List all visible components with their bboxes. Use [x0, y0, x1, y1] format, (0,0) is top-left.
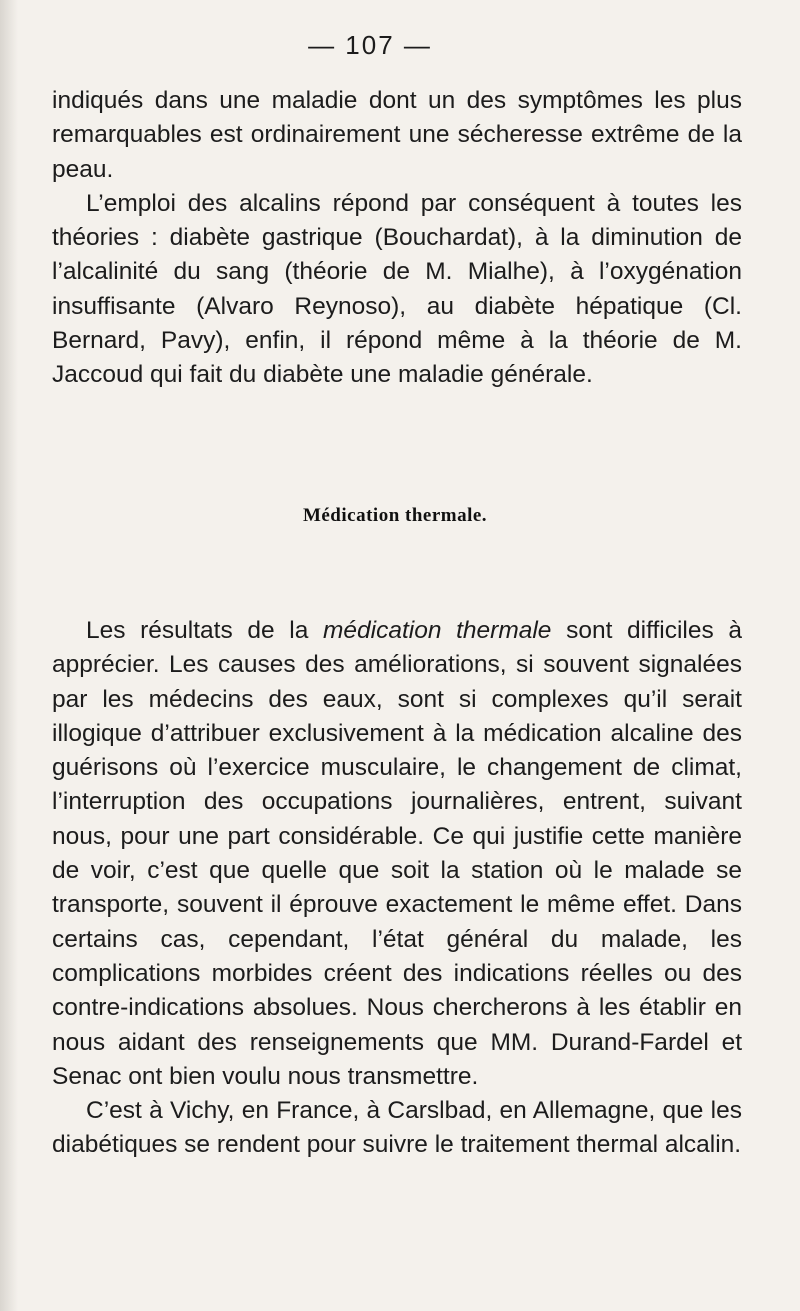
intro-paragraph-alkaline-theories: L’emploi des alcalins répond par conséquent à toutes les théories : diabète gastrique (Bouchardat), à la diminution de l’alcalinité du sang (théorie de M. Mialhe), à l’oxygénation insuffisante (Alvaro Reynoso), au diabète hépatique (Cl. Bernard, Pavy), enfin, il répond même à la théorie de M. Jaccoud qui fait du diabète une maladie générale.: [52, 189, 742, 389]
section-paragraph-vichy-carlsbad: C’est à Vichy, en France, à Carslbad, en Allemagne, que les diabétiques se rendent pour suivre le traitement thermal alcalin.: [52, 1097, 742, 1159]
emphasized-term: médication thermale: [322, 617, 552, 644]
intro-text-block: [52, 84, 742, 393]
section-text-block: [52, 614, 742, 1163]
intro-paragraph-continuation: indiqués dans une maladie dont un des symptômes les plus remarquables est ordinairement une sécheresse extrême de la peau.: [52, 87, 742, 183]
text-run: sont difficiles à apprécier. Les causes des améliorations, si souvent signalées par les médecins des eaux, sont si complexes qu’il serait illogique d’attribuer exclusivement à la médication alcaline des guérisons où l’exercice musculaire, le changement de climat, l’interruption des occupations journalières, entrent, suivant nous, pour une part considérable. Ce qui justifie cette manière de voir, c’est que quelle que soit la station où le malade se transporte, souvent il éprouve exactement le même effet. Dans certains cas, cependant, l’état général du malade, les complications morbides créent des indications réelles ou des contre-indications absolues. Nous chercherons à les établir en nous aidant des renseignements que MM. Durand-Fardel et Senac ont bien voulu nous transmettre.: [52, 617, 742, 1090]
section-heading: Médication thermale.: [302, 505, 488, 526]
spine-shadow: [0, 0, 18, 1311]
section-paragraph-thermal-results: [52, 614, 742, 1094]
text-run: Les résultats de la: [86, 617, 323, 644]
page-number: — 107 —: [308, 30, 432, 60]
